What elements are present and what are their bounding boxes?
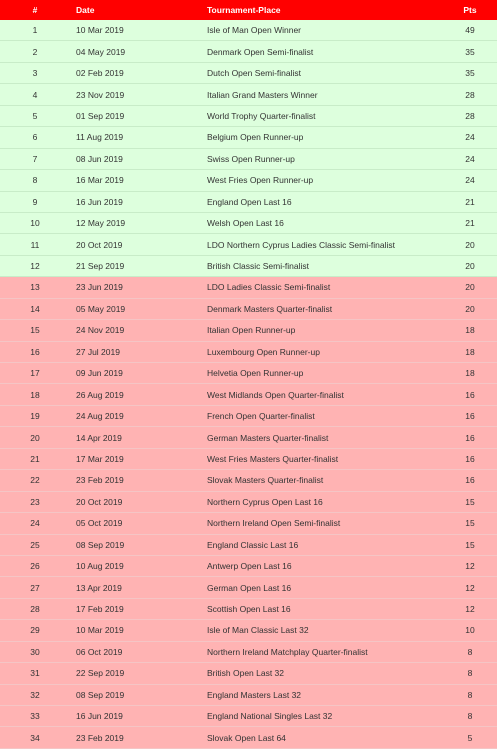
date-cell: 14 Apr 2019 [70, 427, 201, 448]
date-cell: 10 Mar 2019 [70, 20, 201, 41]
tournament-cell: French Open Quarter-finalist [201, 405, 443, 426]
tournament-cell: Northern Cyprus Open Last 16 [201, 491, 443, 512]
table-row [0, 84, 497, 105]
header-rank[interactable]: # [0, 0, 70, 20]
rank-cell: 21 [0, 448, 70, 469]
date-cell: 08 Jun 2019 [70, 148, 201, 169]
date-cell: 05 Oct 2019 [70, 513, 201, 534]
header-tournament-place[interactable]: Tournament-Place [201, 0, 443, 20]
points-cell: 21 [443, 212, 497, 233]
table-row [0, 641, 497, 662]
rank-cell: 6 [0, 127, 70, 148]
table-row [0, 470, 497, 491]
table-row [0, 684, 497, 705]
table-row [0, 555, 497, 576]
date-cell: 23 Jun 2019 [70, 277, 201, 298]
rank-cell: 34 [0, 727, 70, 748]
tournament-cell: Italian Open Runner-up [201, 320, 443, 341]
date-cell: 24 Nov 2019 [70, 320, 201, 341]
points-cell: 8 [443, 641, 497, 662]
points-cell: 24 [443, 170, 497, 191]
rank-cell: 14 [0, 298, 70, 319]
date-cell: 02 Feb 2019 [70, 62, 201, 83]
rank-cell: 22 [0, 470, 70, 491]
rank-cell: 33 [0, 706, 70, 727]
rank-cell: 2 [0, 41, 70, 62]
tournament-cell: Denmark Masters Quarter-finalist [201, 298, 443, 319]
table-row [0, 491, 497, 512]
table-row [0, 448, 497, 469]
tournament-cell: Welsh Open Last 16 [201, 212, 443, 233]
tournament-cell: Scottish Open Last 16 [201, 598, 443, 619]
date-cell: 22 Sep 2019 [70, 663, 201, 684]
tournament-cell: England Classic Last 16 [201, 534, 443, 555]
table-row [0, 20, 497, 41]
table-row [0, 706, 497, 727]
rank-cell: 32 [0, 684, 70, 705]
date-cell: 01 Sep 2019 [70, 105, 201, 126]
points-cell: 20 [443, 234, 497, 255]
tournament-cell: Italian Grand Masters Winner [201, 84, 443, 105]
rank-cell: 9 [0, 191, 70, 212]
table-row [0, 170, 497, 191]
tournament-cell: West Midlands Open Quarter-finalist [201, 384, 443, 405]
points-cell: 35 [443, 62, 497, 83]
date-cell: 27 Jul 2019 [70, 341, 201, 362]
tournament-cell: Antwerp Open Last 16 [201, 555, 443, 576]
table-row [0, 41, 497, 62]
points-cell: 16 [443, 448, 497, 469]
rank-cell: 4 [0, 84, 70, 105]
table-row [0, 191, 497, 212]
table-row [0, 105, 497, 126]
tournament-cell: Belgium Open Runner-up [201, 127, 443, 148]
points-cell: 28 [443, 84, 497, 105]
points-cell: 18 [443, 320, 497, 341]
points-cell: 12 [443, 577, 497, 598]
date-cell: 16 Jun 2019 [70, 706, 201, 727]
tournament-cell: England Open Last 16 [201, 191, 443, 212]
tournament-cell: Denmark Open Semi-finalist [201, 41, 443, 62]
points-cell: 35 [443, 41, 497, 62]
table-row [0, 384, 497, 405]
date-cell: 26 Aug 2019 [70, 384, 201, 405]
tournament-cell: World Trophy Quarter-finalist [201, 105, 443, 126]
rank-cell: 10 [0, 212, 70, 233]
date-cell: 10 Mar 2019 [70, 620, 201, 641]
table-row [0, 577, 497, 598]
rank-cell: 28 [0, 598, 70, 619]
points-cell: 20 [443, 277, 497, 298]
table-row [0, 62, 497, 83]
points-cell: 18 [443, 341, 497, 362]
rank-cell: 18 [0, 384, 70, 405]
date-cell: 20 Oct 2019 [70, 234, 201, 255]
table-row [0, 427, 497, 448]
points-cell: 8 [443, 684, 497, 705]
rank-cell: 11 [0, 234, 70, 255]
table-row [0, 320, 497, 341]
points-cell: 12 [443, 598, 497, 619]
table-row [0, 534, 497, 555]
rank-cell: 17 [0, 363, 70, 384]
date-cell: 17 Mar 2019 [70, 448, 201, 469]
tournament-cell: British Classic Semi-finalist [201, 255, 443, 276]
rank-cell: 15 [0, 320, 70, 341]
points-cell: 16 [443, 470, 497, 491]
tournament-cell: Dutch Open Semi-finalist [201, 62, 443, 83]
tournament-cell: German Open Last 16 [201, 577, 443, 598]
rank-cell: 7 [0, 148, 70, 169]
tournament-cell: Isle of Man Classic Last 32 [201, 620, 443, 641]
points-cell: 15 [443, 491, 497, 512]
tournament-cell: West Fries Open Runner-up [201, 170, 443, 191]
points-cell: 16 [443, 405, 497, 426]
table-row [0, 234, 497, 255]
date-cell: 13 Apr 2019 [70, 577, 201, 598]
points-cell: 21 [443, 191, 497, 212]
date-cell: 09 Jun 2019 [70, 363, 201, 384]
rank-cell: 16 [0, 341, 70, 362]
date-cell: 16 Jun 2019 [70, 191, 201, 212]
points-cell: 12 [443, 555, 497, 576]
header-date[interactable]: Date [70, 0, 201, 20]
table-row [0, 663, 497, 684]
date-cell: 04 May 2019 [70, 41, 201, 62]
table-row [0, 255, 497, 276]
rank-cell: 29 [0, 620, 70, 641]
rank-cell: 24 [0, 513, 70, 534]
points-cell: 8 [443, 706, 497, 727]
points-cell: 20 [443, 298, 497, 319]
points-cell: 24 [443, 127, 497, 148]
tournament-cell: German Masters Quarter-finalist [201, 427, 443, 448]
tournament-cell: England National Singles Last 32 [201, 706, 443, 727]
rank-cell: 3 [0, 62, 70, 83]
points-cell: 20 [443, 255, 497, 276]
rank-cell: 19 [0, 405, 70, 426]
date-cell: 08 Sep 2019 [70, 684, 201, 705]
table-header-row [0, 0, 497, 20]
tournament-cell: Helvetia Open Runner-up [201, 363, 443, 384]
rank-cell: 1 [0, 20, 70, 41]
rank-cell: 20 [0, 427, 70, 448]
rank-cell: 12 [0, 255, 70, 276]
date-cell: 16 Mar 2019 [70, 170, 201, 191]
rank-cell: 27 [0, 577, 70, 598]
points-cell: 18 [443, 363, 497, 384]
rank-cell: 13 [0, 277, 70, 298]
tournament-cell: Swiss Open Runner-up [201, 148, 443, 169]
tournament-cell: Slovak Open Last 64 [201, 727, 443, 748]
points-cell: 8 [443, 663, 497, 684]
tournament-cell: West Fries Masters Quarter-finalist [201, 448, 443, 469]
rank-cell: 26 [0, 555, 70, 576]
date-cell: 06 Oct 2019 [70, 641, 201, 662]
points-cell: 49 [443, 20, 497, 41]
table-row [0, 620, 497, 641]
points-cell: 15 [443, 513, 497, 534]
points-cell: 16 [443, 427, 497, 448]
date-cell: 12 May 2019 [70, 212, 201, 233]
table-row [0, 277, 497, 298]
date-cell: 17 Feb 2019 [70, 598, 201, 619]
table-row [0, 363, 497, 384]
table-row [0, 148, 497, 169]
date-cell: 23 Nov 2019 [70, 84, 201, 105]
table-row [0, 127, 497, 148]
rank-cell: 5 [0, 105, 70, 126]
tournament-cell: England Masters Last 32 [201, 684, 443, 705]
date-cell: 08 Sep 2019 [70, 534, 201, 555]
points-cell: 10 [443, 620, 497, 641]
tournament-cell: Northern Ireland Matchplay Quarter-finalist [201, 641, 443, 662]
table-row [0, 727, 497, 748]
rank-cell: 23 [0, 491, 70, 512]
rank-cell: 8 [0, 170, 70, 191]
tournament-cell: British Open Last 32 [201, 663, 443, 684]
header-points[interactable]: Pts [443, 0, 497, 20]
points-cell: 24 [443, 148, 497, 169]
rank-cell: 30 [0, 641, 70, 662]
table-row [0, 298, 497, 319]
table-row [0, 405, 497, 426]
tournament-cell: Slovak Masters Quarter-finalist [201, 470, 443, 491]
table-body [0, 20, 497, 748]
rank-cell: 25 [0, 534, 70, 555]
table-row [0, 341, 497, 362]
table-row [0, 513, 497, 534]
points-cell: 16 [443, 384, 497, 405]
tournament-cell: LDO Ladies Classic Semi-finalist [201, 277, 443, 298]
table-row [0, 598, 497, 619]
tournament-cell: LDO Northern Cyprus Ladies Classic Semi-finalist [201, 234, 443, 255]
date-cell: 23 Feb 2019 [70, 470, 201, 491]
date-cell: 24 Aug 2019 [70, 405, 201, 426]
date-cell: 20 Oct 2019 [70, 491, 201, 512]
date-cell: 23 Feb 2019 [70, 727, 201, 748]
rank-cell: 31 [0, 663, 70, 684]
date-cell: 21 Sep 2019 [70, 255, 201, 276]
date-cell: 10 Aug 2019 [70, 555, 201, 576]
tournament-cell: Northern Ireland Open Semi-finalist [201, 513, 443, 534]
tournament-cell: Luxembourg Open Runner-up [201, 341, 443, 362]
date-cell: 05 May 2019 [70, 298, 201, 319]
tournament-cell: Isle of Man Open Winner [201, 20, 443, 41]
points-cell: 15 [443, 534, 497, 555]
table-row [0, 212, 497, 233]
points-cell: 5 [443, 727, 497, 748]
points-cell: 28 [443, 105, 497, 126]
date-cell: 11 Aug 2019 [70, 127, 201, 148]
